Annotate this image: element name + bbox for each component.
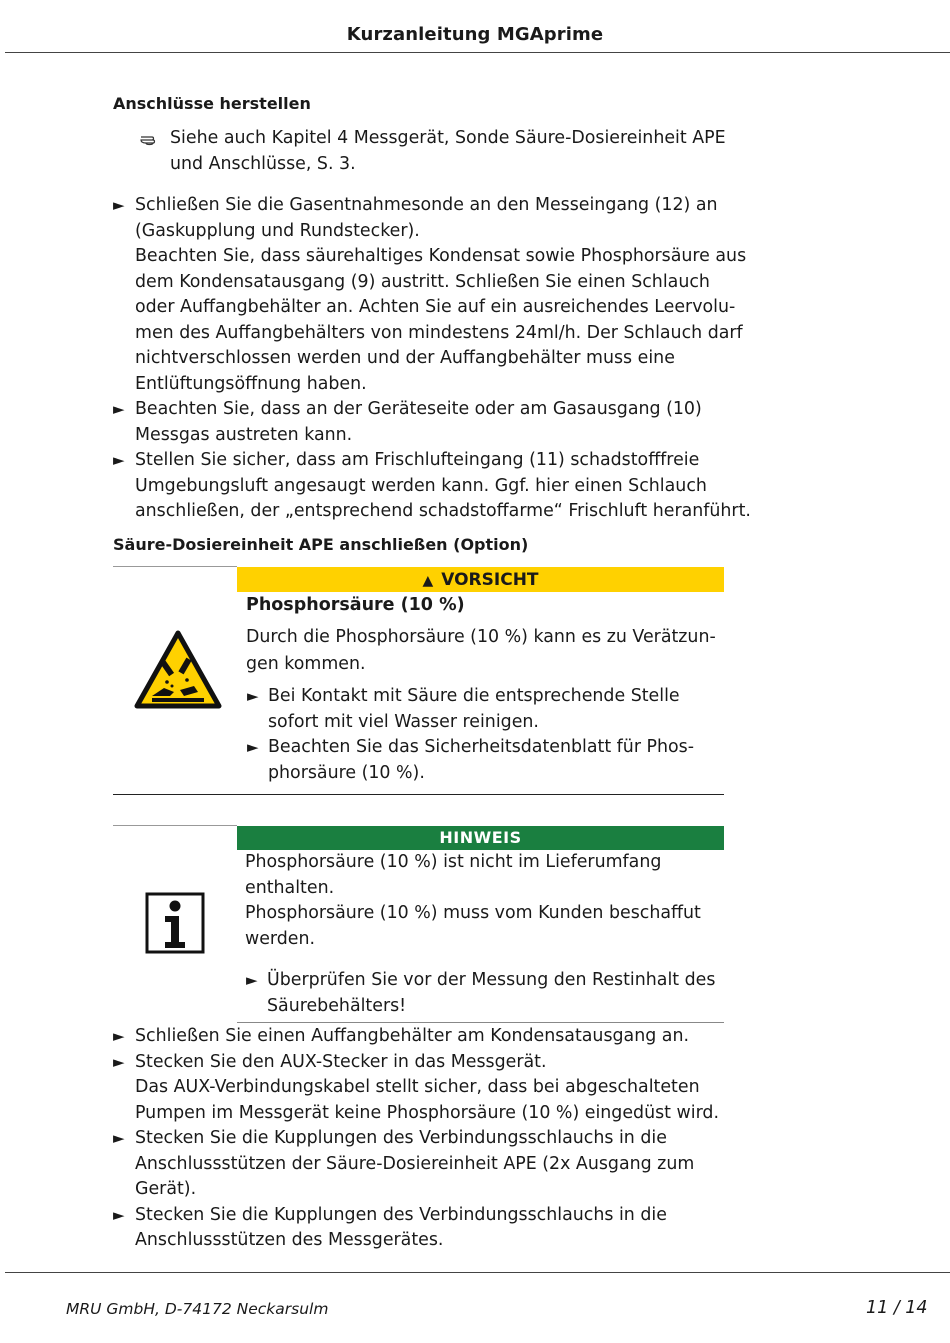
instruction-step	[135, 1024, 689, 1050]
caution-label: VORSICHT	[441, 570, 539, 590]
document-title: Kurzanleitung MGAprime	[346, 24, 604, 45]
caution-text-line: gen kommen.	[246, 654, 366, 674]
caution-text-line: Durch die Phosphorsäure (10 %) kann es zu Verätzun-	[246, 627, 716, 647]
step-line: Stellen Sie sicher, dass am Frischlufteingang (11) schadstofffreie	[135, 450, 700, 470]
step-line: anschließen, der „entsprechend schadstoffarme“ Frischluft heranführt.	[135, 501, 751, 521]
step-line: sofort mit viel Wasser reinigen.	[268, 711, 539, 732]
bullet-arrow-icon: ►	[246, 971, 258, 989]
step-line: phorsäure (10 %).	[268, 762, 425, 783]
reference-line: und Anschlüsse, S. 3.	[170, 153, 356, 174]
step-line: Das AUX-Verbindungskabel stellt sicher, dass bei abgeschalteten	[135, 1077, 700, 1097]
caution-bottom-rule	[113, 794, 724, 795]
footer-page-number: 11 / 14	[866, 1298, 928, 1318]
step-line: Säurebehälters!	[267, 995, 407, 1016]
step-line: Anschlussstützen der Säure-Dosiereinheit APE (2x Ausgang zum	[135, 1153, 695, 1174]
step-line: Beachten Sie, dass säurehaltiges Kondensat sowie Phosphorsäure aus	[135, 246, 747, 266]
step-line: Stecken Sie die Kupplungen des Verbindungsschlauchs in die	[135, 1128, 667, 1148]
step-line: oder Auffangbehälter an. Achten Sie auf ein ausreichendes Leervolu-	[135, 297, 736, 317]
step-line: Entlüftungsöffnung haben.	[135, 373, 367, 394]
step-line: Gerät).	[135, 1179, 197, 1199]
instruction-step	[135, 193, 746, 397]
step-line: men des Auffangbehälters von mindestens 24ml/h. Der Schlauch darf	[135, 322, 743, 343]
bullet-arrow-icon: ►	[247, 687, 259, 705]
instruction-step	[135, 448, 751, 525]
caution-top-rule	[113, 566, 237, 567]
step-line: Beachten Sie, dass an der Geräteseite oder am Gasausgang (10)	[135, 399, 702, 419]
bullet-arrow-icon: ►	[113, 196, 125, 214]
notice-step	[267, 968, 715, 1019]
notice-text-line: Phosphorsäure (10 %) muss vom Kunden beschaffut	[245, 903, 701, 923]
instruction-step	[135, 1126, 694, 1203]
caution-step	[268, 684, 680, 735]
bullet-arrow-icon: ►	[113, 1129, 125, 1147]
warning-triangle-icon: ▲	[422, 573, 434, 589]
bullet-arrow-icon: ►	[113, 451, 125, 469]
bullet-arrow-icon: ►	[113, 400, 125, 418]
notice-text	[245, 850, 701, 952]
reference-line: Siehe auch Kapitel 4 Messgerät, Sonde Säure-Dosiereinheit APE	[170, 128, 726, 148]
step-line: Schließen Sie die Gasentnahmesonde an den Messeingang (12) an	[135, 195, 718, 215]
step-line: Schließen Sie einen Auffangbehälter am Kondensatausgang an.	[135, 1026, 690, 1046]
instruction-step	[135, 1050, 719, 1127]
caution-title: Phosphorsäure (10 %)	[246, 595, 465, 615]
step-line: Umgebungsluft angesaugt werden kann. Ggf. hier einen Schlauch	[135, 475, 707, 496]
pointing-hand-icon	[140, 132, 162, 146]
caution-text	[246, 624, 716, 678]
instruction-step	[135, 397, 702, 448]
notice-text-line: enthalten.	[245, 877, 335, 898]
step-line: Stecken Sie die Kupplungen des Verbindungsschlauchs in die	[135, 1204, 667, 1225]
bullet-arrow-icon: ►	[113, 1027, 125, 1045]
notice-text-line: werden.	[245, 928, 316, 949]
step-line: (Gaskupplung und Rundstecker).	[135, 220, 420, 241]
step-line: Bei Kontakt mit Säure die entsprechende Stelle	[268, 686, 680, 706]
step-line: dem Kondensatausgang (9) austritt. Schließen Sie einen Schlauch	[135, 271, 710, 292]
notice-top-rule	[113, 825, 237, 826]
step-line: Messgas austreten kann.	[135, 424, 353, 445]
bullet-arrow-icon: ►	[113, 1205, 125, 1224]
notice-bottom-rule	[237, 1022, 724, 1023]
instruction-list-connections	[113, 193, 751, 533]
step-line: nichtverschlossen werden und der Auffangbehälter muss eine	[135, 348, 675, 368]
info-icon	[145, 892, 205, 954]
notice-banner: HINWEIS	[237, 826, 724, 850]
bullet-arrow-icon: ►	[247, 738, 259, 756]
footer-rule	[5, 1272, 950, 1273]
corrosive-warning-icon	[134, 630, 222, 710]
step-line: Anschlussstützen des Messgerätes.	[135, 1230, 444, 1250]
step-line: Stecken Sie den AUX-Stecker in das Messgerät.	[135, 1051, 547, 1072]
header-rule	[5, 52, 950, 53]
caution-banner	[237, 567, 724, 592]
footer-company: MRU GmbH, D-74172 Neckarsulm	[66, 1300, 329, 1318]
instruction-step	[135, 1203, 667, 1254]
bullet-arrow-icon: ►	[113, 1052, 125, 1071]
notice-text-line: Phosphorsäure (10 %) ist nicht im Lieferumfang	[245, 852, 662, 872]
caution-step	[268, 735, 694, 786]
instruction-list-acid-unit	[113, 1024, 733, 1259]
section-heading-acid-unit: Säure-Dosiereinheit APE anschließen (Option)	[113, 535, 529, 554]
step-line: Pumpen im Messgerät keine Phosphorsäure (10 %) eingedüst wird.	[135, 1102, 719, 1123]
section-heading-connections: Anschlüsse herstellen	[113, 94, 311, 113]
step-line: Beachten Sie das Sicherheitsdatenblatt für Phos-	[268, 737, 694, 757]
step-line: Überprüfen Sie vor der Messung den Restinhalt des	[267, 970, 716, 990]
